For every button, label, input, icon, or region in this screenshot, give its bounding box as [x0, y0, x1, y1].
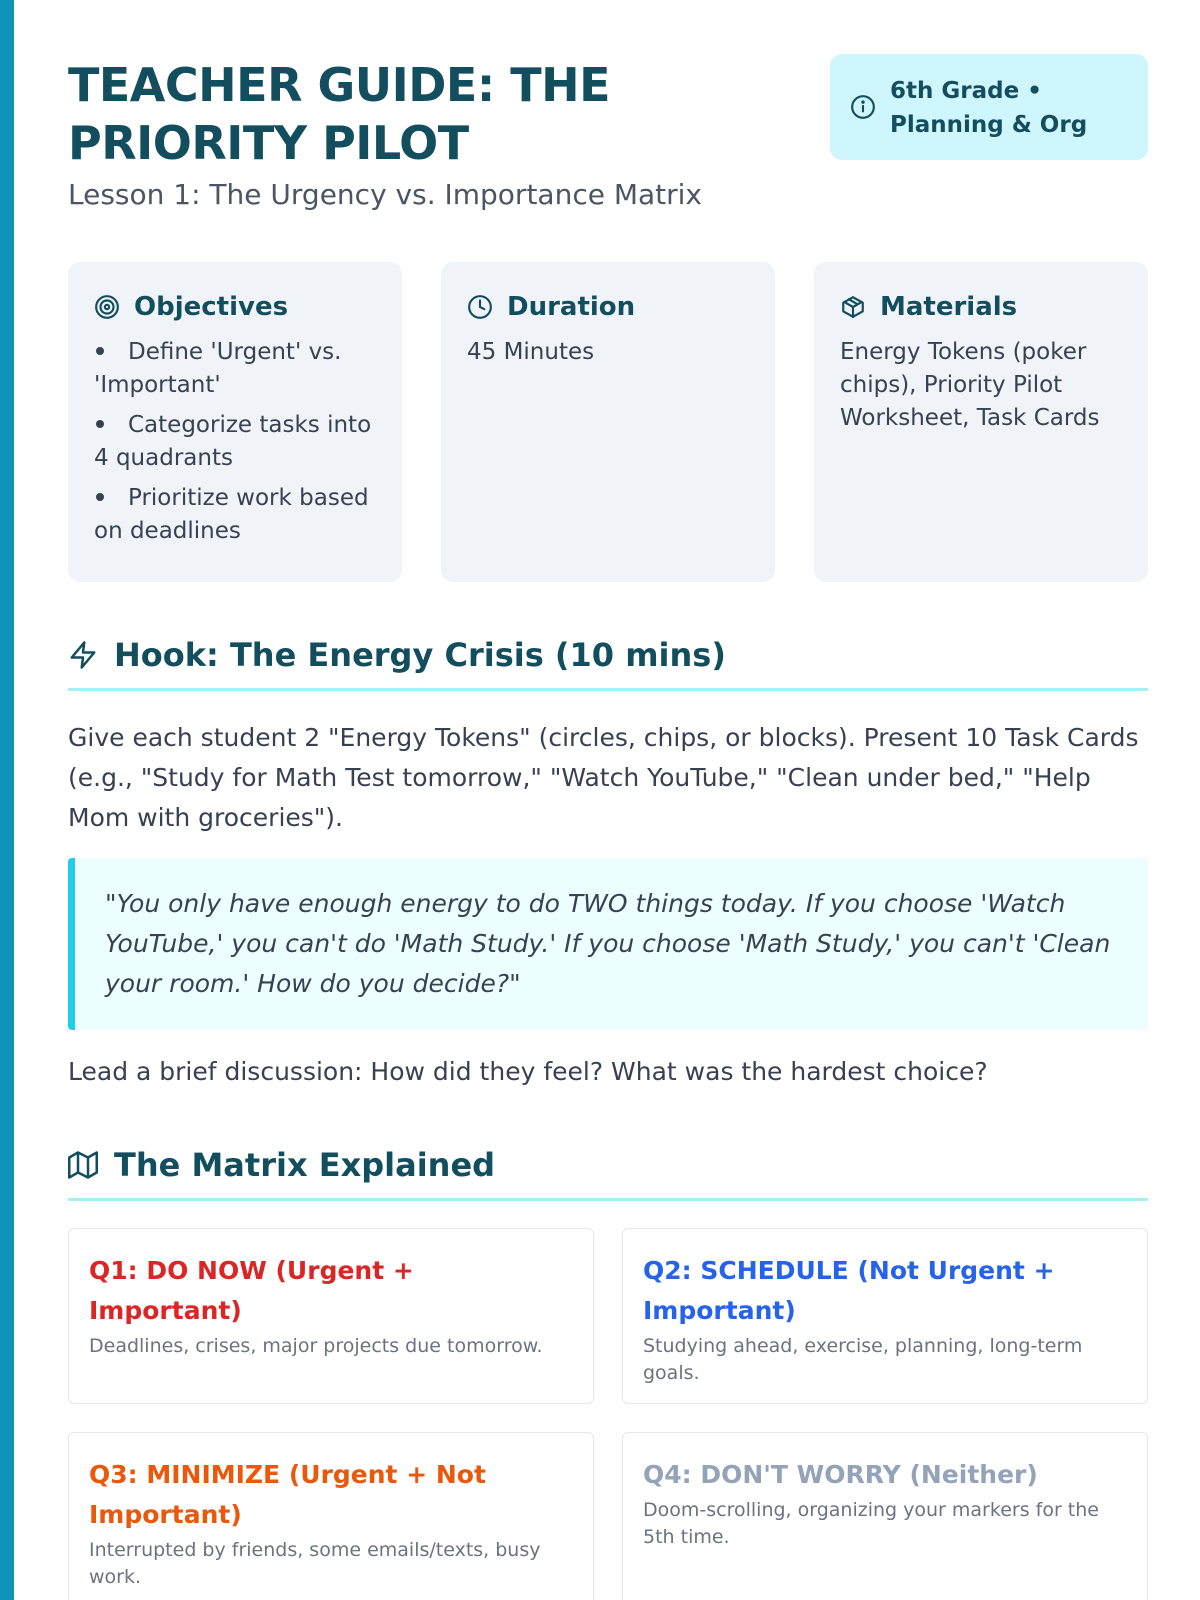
hook-section-header [68, 636, 1148, 691]
teacher-guide-page [68, 0, 1148, 1588]
lesson-subtitle: Lesson 1: The Urgency vs. Importance Matrix [68, 178, 703, 211]
hook-title: Hook: The Energy Crisis (10 mins) [114, 636, 726, 674]
quadrant-card [622, 1228, 1148, 1404]
package-icon [840, 294, 866, 320]
quadrant-description: Interrupted by friends, some emails/texts, busy work. [89, 1539, 541, 1588]
objectives-list [94, 336, 376, 548]
quote-text: "You only have enough energy to do TWO things today. If you choose 'Watch YouTube,' you can't do 'Math Study.' If you choose 'Math Study,' you can't 'Clean your room.' How do you decide?" [105, 889, 1111, 998]
left-accent-bar [0, 0, 14, 1600]
info-icon [850, 94, 876, 120]
discussion-prompt: Lead a brief discussion: How did they feel? What was the hardest choice? [68, 1057, 988, 1086]
quadrant-card [622, 1432, 1148, 1600]
page-title: TEACHER GUIDE: THE PRIORITY PILOT [68, 58, 611, 170]
materials-title: Materials [880, 292, 1018, 322]
page-header [68, 0, 1148, 240]
materials-card [814, 262, 1148, 582]
quadrant-title: Q2: SCHEDULE (Not Urgent + Important) [643, 1256, 1055, 1325]
quadrant-description: Studying ahead, exercise, planning, long-term goals. [643, 1335, 1083, 1384]
objectives-title: Objectives [134, 292, 289, 322]
quadrant-title: Q1: DO NOW (Urgent + Important) [89, 1256, 414, 1325]
list-item: Categorize tasks into 4 quadrants [94, 412, 372, 471]
overview-cards [68, 262, 1148, 582]
clock-icon [467, 294, 493, 320]
objectives-card [68, 262, 402, 582]
quadrant-card [68, 1228, 594, 1404]
list-item: Define 'Urgent' vs. 'Important' [94, 339, 342, 398]
duration-title: Duration [507, 292, 636, 322]
grade-badge [830, 54, 1148, 160]
matrix-section-header [68, 1146, 1148, 1201]
teacher-script-quote [68, 858, 1148, 1030]
grade-badge-label: 6th Grade • Planning & Org [890, 78, 1088, 138]
quadrant-title: Q4: DON'T WORRY (Neither) [643, 1460, 1038, 1489]
quadrant-description: Doom-scrolling, organizing your markers for the 5th time. [643, 1499, 1099, 1548]
list-item: Prioritize work based on deadlines [94, 485, 369, 544]
hook-intro: Give each student 2 "Energy Tokens" (circles, chips, or blocks). Present 10 Task Cards (e.g., "Study for Math Test tomorrow," "Watch YouTube," "Clean under bed," "Help Mom with groceries"). [68, 723, 1139, 832]
lightning-icon [68, 640, 98, 670]
quadrant-description: Deadlines, crises, major projects due tomorrow. [89, 1335, 543, 1357]
duration-value: 45 Minutes [467, 339, 595, 365]
materials-text: Energy Tokens (poker chips), Priority Pilot Worksheet, Task Cards [840, 339, 1100, 431]
target-icon [94, 294, 120, 320]
duration-card [441, 262, 775, 582]
quadrant-card [68, 1432, 594, 1600]
quadrant-title: Q3: MINIMIZE (Urgent + Not Important) [89, 1460, 486, 1529]
map-icon [68, 1150, 98, 1180]
matrix-title: The Matrix Explained [114, 1146, 496, 1184]
